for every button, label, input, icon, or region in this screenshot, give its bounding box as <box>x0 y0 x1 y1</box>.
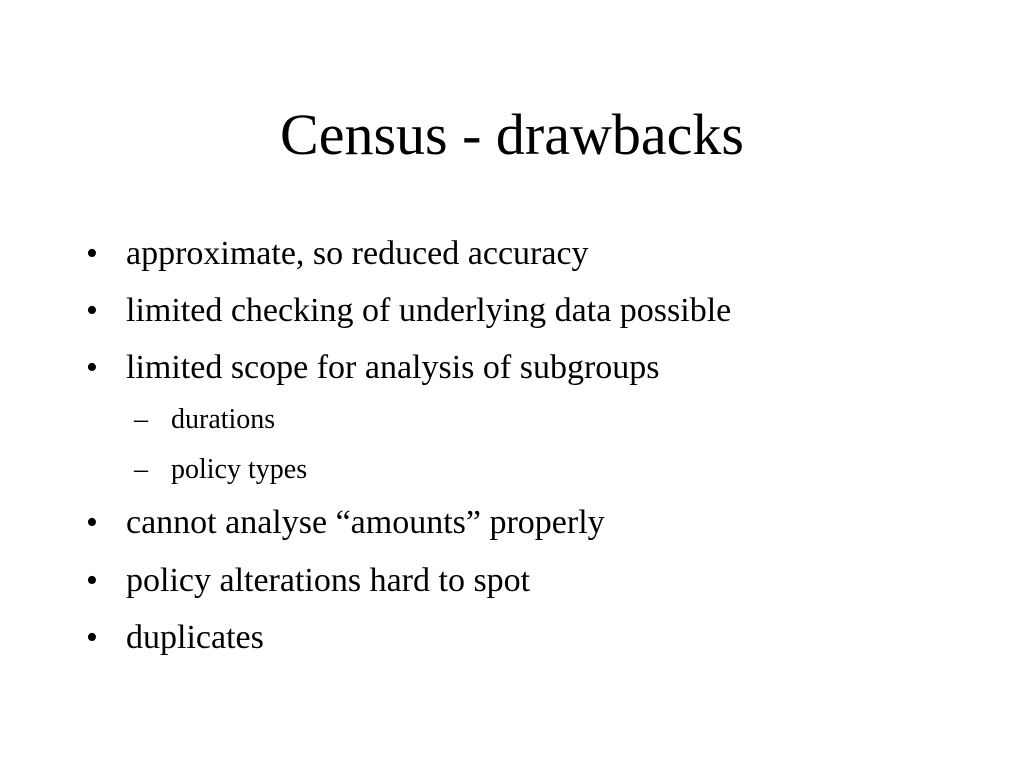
sub-bullet-text: policy types <box>171 454 308 485</box>
slide-title: Census - drawbacks <box>280 102 744 167</box>
bullet-marker: • <box>86 292 98 329</box>
dash-marker: – <box>134 404 148 435</box>
bullet-marker: • <box>86 349 98 386</box>
bullet-text: duplicates <box>126 619 264 656</box>
bullet-text: approximate, so reduced accuracy <box>126 235 589 272</box>
bullet-marker: • <box>86 619 98 656</box>
bullet-marker: • <box>86 235 98 272</box>
bullet-text: cannot analyse “amounts” properly <box>126 504 605 541</box>
bullet-text: policy alterations hard to spot <box>126 562 531 599</box>
bullet-marker: • <box>86 562 98 599</box>
sub-bullet-text: durations <box>171 404 276 435</box>
bullet-text: limited checking of underlying data possible <box>126 292 732 329</box>
dash-marker: – <box>134 454 148 485</box>
bullet-text: limited scope for analysis of subgroups <box>126 349 660 386</box>
bullet-marker: • <box>86 504 98 541</box>
